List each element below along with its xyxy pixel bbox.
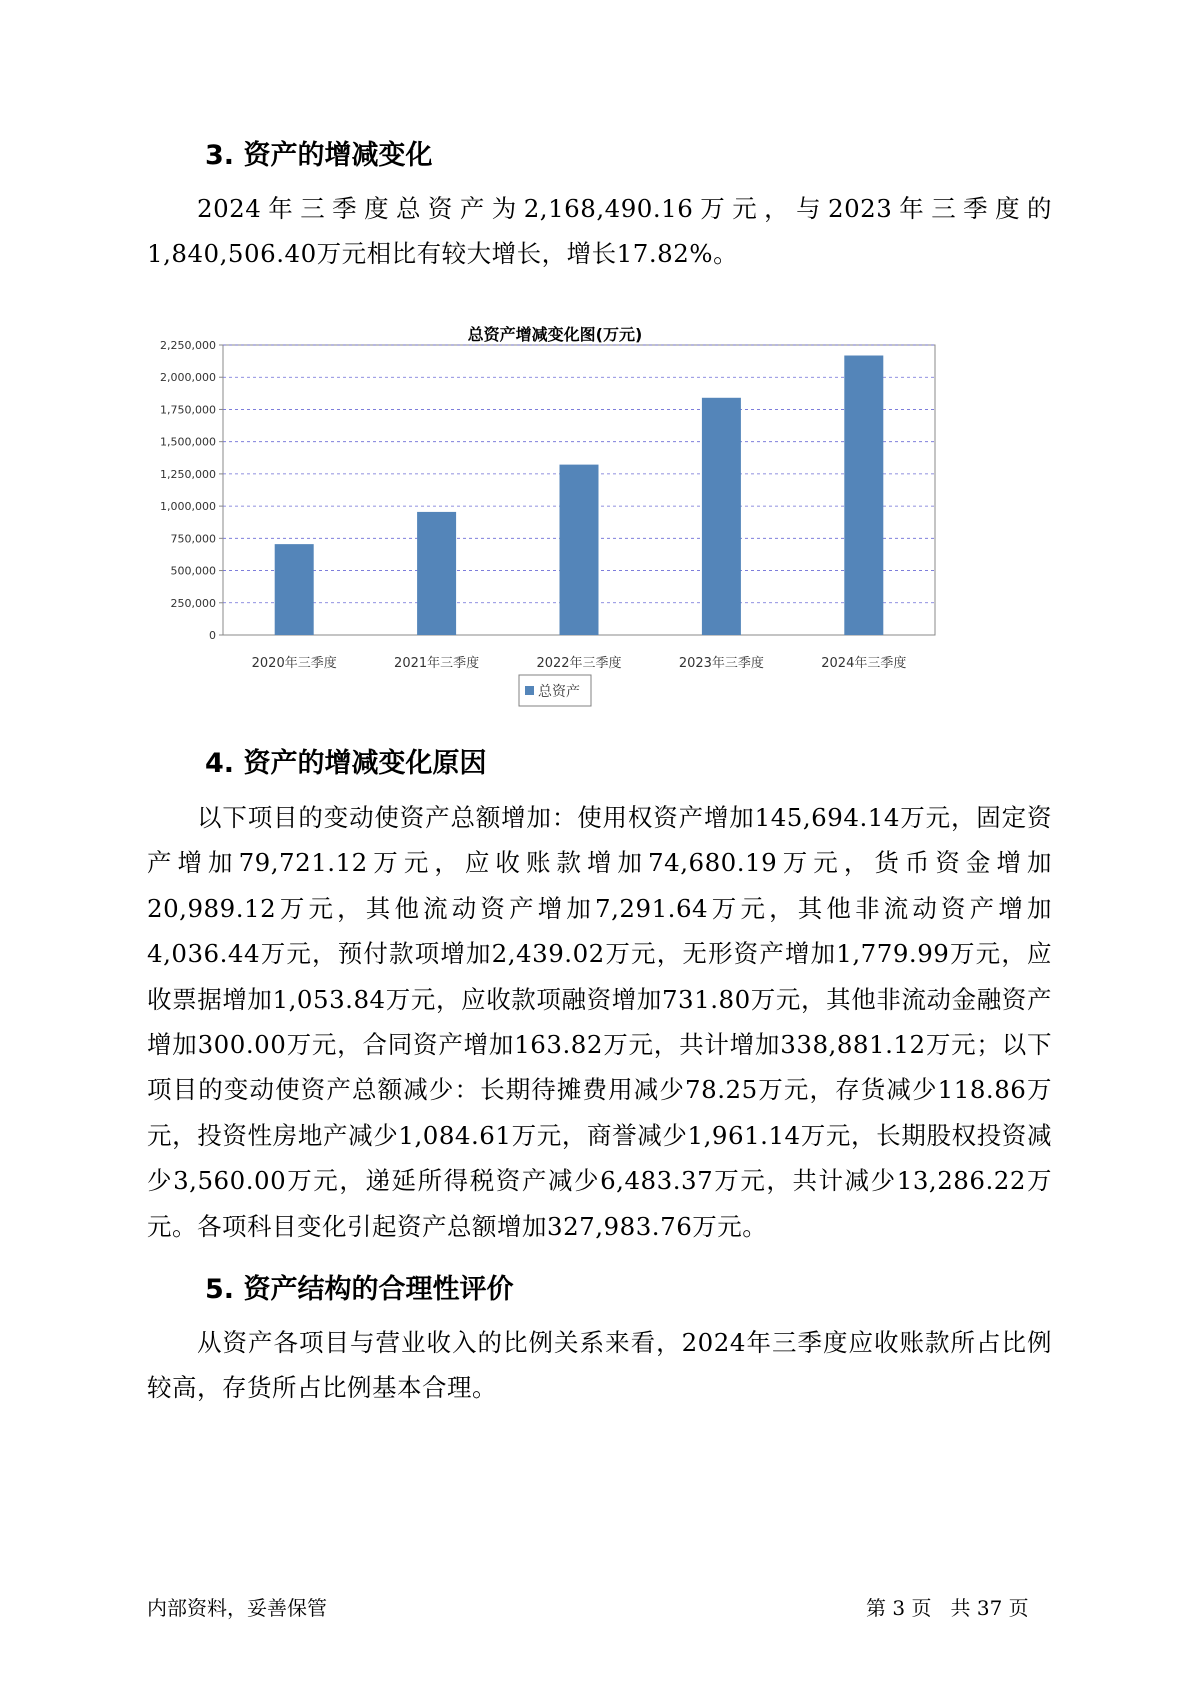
total-assets-chart	[160, 320, 1020, 770]
section-heading-structure-evaluation: 5. 资产结构的合理性评价	[205, 1274, 514, 1305]
footer-page-number: 第 3 页 共 37 页	[866, 1596, 1029, 1620]
x-tick-label: 2023年三季度	[678, 656, 764, 671]
chart-title: 总资产增减变化图(万元)	[467, 325, 643, 344]
footer-confidential-note: 内部资料，妥善保管	[147, 1596, 327, 1620]
legend-swatch	[525, 686, 534, 695]
x-tick-label: 2021年三季度	[394, 656, 480, 671]
y-tick-label: 1,000,000	[160, 500, 216, 514]
chart-svg	[160, 320, 1020, 770]
y-tick-label: 250,000	[170, 596, 216, 610]
y-tick-label: 0	[209, 629, 216, 642]
y-tick-label: 1,500,000	[160, 435, 216, 449]
y-tick-label: 750,000	[170, 532, 216, 546]
y-tick-label: 2,000,000	[160, 371, 216, 385]
y-tick-label: 500,000	[170, 564, 216, 578]
legend-label: 总资产	[538, 684, 580, 700]
chart-legend	[519, 675, 591, 706]
bar	[702, 398, 741, 635]
y-tick-label: 2,250,000	[160, 339, 216, 352]
bar	[844, 356, 883, 635]
y-axis-ticks	[160, 339, 223, 642]
x-axis-ticks	[252, 655, 907, 671]
bar	[275, 544, 314, 635]
bar	[417, 512, 456, 635]
section-paragraph-change-reasons: 以下项目的变动使资产总额增加：使用权资产增加145,694.14万元，固定资产增加79,721.12万元，应收账款增加74,680.19万元，货币资金增加20,989.12万元，其他流动资产增加7,291.64万元，其他非流动资产增加4,036.44万元，预付款项增加2,439.02万元，无形资产增加1,779.99万元，应收票据增加1,053.84万元，应收款项融资增加731.80万元，其他非流动金融资产增加300.00万元，合同资产增加163.82万元，共计增加338,881.12万元；以下项目的变动使资产总额减少：长期待摊费用减少78.25万元，存货减少118.86万元，投资性房地产减少1,084.61万元，商誉减少1,961.14万元，长期股权投资减少3,560.00万元，递延所得税资产减少6,483.37万元，共计减少13,286.22万元。各项科目变化引起资产总额增加327,983.76万元。	[147, 803, 1052, 1241]
section-paragraph-structure-evaluation: 从资产各项目与营业收入的比例关系来看，2024年三季度应收账款所占比例较高，存货所占比例基本合理。	[147, 1328, 1052, 1403]
x-tick-label: 2020年三季度	[251, 656, 337, 671]
section-paragraph-asset-change: 2024年三季度总资产为2,168,490.16万元，与2023年三季度的1,840,506.40万元相比有较大增长，增长17.82%。	[147, 194, 1052, 269]
x-tick-label: 2024年三季度	[821, 656, 907, 671]
x-tick-label: 2022年三季度	[536, 656, 622, 671]
bar	[560, 465, 599, 635]
y-tick-label: 1,750,000	[160, 403, 216, 417]
y-tick-label: 1,250,000	[160, 467, 216, 481]
section-heading-change-reasons: 4. 资产的增减变化原因	[205, 748, 487, 779]
section-heading-asset-change: 3. 资产的增减变化	[205, 140, 433, 171]
